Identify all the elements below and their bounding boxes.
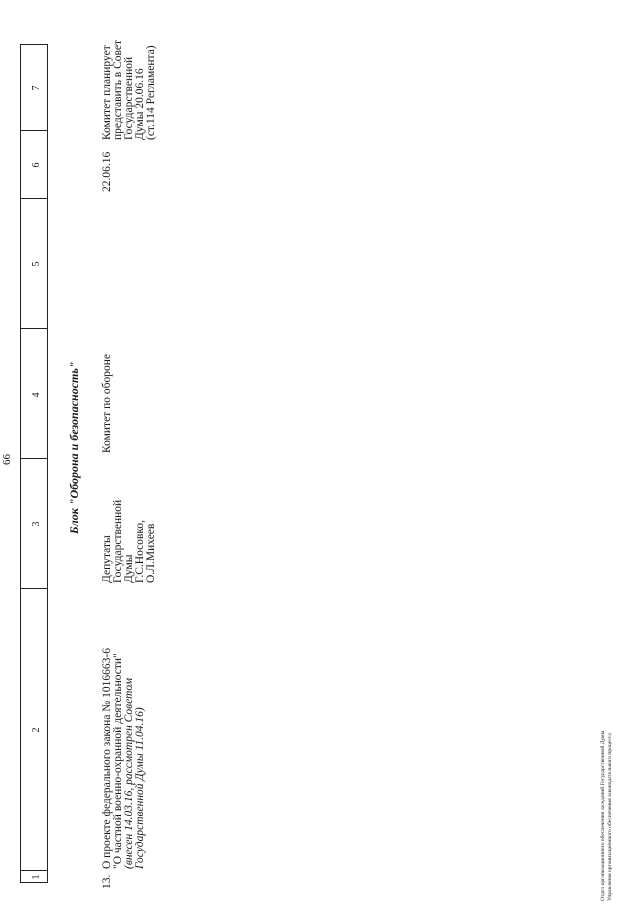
column-number: 1 [31, 874, 42, 880]
authors-line: О.Л.Михеев [145, 523, 157, 583]
status-line: (ст.114 Регламента) [145, 45, 157, 140]
date: 22.06.16 [101, 151, 113, 192]
page-number: 66 [1, 454, 13, 465]
authors-line: Думы [123, 554, 135, 583]
bill-note-line: Государственной Думы 11.04.16) [134, 707, 146, 869]
authors-line: Г.С.Носовко, [134, 519, 146, 583]
column-number: 4 [31, 392, 42, 398]
column-number: 7 [31, 85, 42, 91]
row-number: 13. [101, 874, 113, 889]
bill-note-line: (внесен 14.03.16, рассмотрен Советом [123, 677, 135, 869]
column-number: 6 [31, 162, 42, 168]
status-line: представить в Совет [112, 39, 124, 140]
bill-title-line: "О частной военно-охранной деятельности" [112, 653, 124, 869]
section-title: Блок "Оборона и безопасность" [67, 361, 81, 534]
committee: Комитет по обороне [101, 354, 113, 453]
bill-title-line: О проекте федерального закона № 1016663-6 [101, 648, 113, 869]
footer-line: Отдел организационного обеспечения заседаний Государственной Думы [600, 730, 606, 901]
column-number: 3 [31, 521, 42, 527]
column-number: 5 [31, 261, 42, 267]
status-line: Думы 20.06.16 [134, 68, 146, 140]
column-number: 2 [31, 727, 42, 733]
status-line: Государственной [123, 56, 135, 140]
footer-line: Управления организационного обеспечения законодательного процесса [607, 733, 613, 901]
authors-line: Депутаты [101, 535, 113, 583]
status-line: Комитет планирует [101, 45, 113, 140]
authors-line: Государственной [112, 499, 124, 583]
